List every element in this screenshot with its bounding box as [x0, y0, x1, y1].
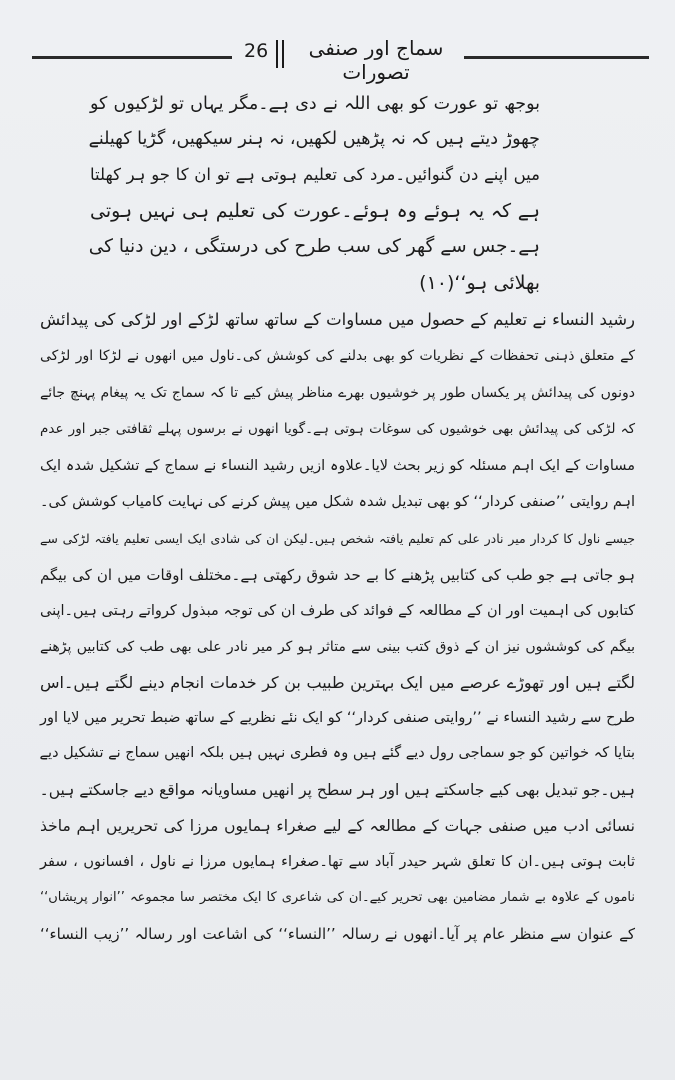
paragraph-line: کے متعلق ذہنی تحفظات کے نظریات کو بھی بدلنے کی کوشش کی۔ناول میں انھوں نے لڑکا اور لڑکی — [40, 348, 635, 364]
paragraph-line: ہیں۔جو تبدیل بھی کیے جاسکتے ہیں اور ہر سطح پر انھیں مساویانہ مواقع دیے جاسکتے ہیں۔ — [39, 781, 635, 799]
paragraph-line: مساوات کے ایک اہم مسئلہ کو زیر بحث لایا۔علاوہ ازیں رشید النساء نے سماج کے تشکیل شدہ ایک — [40, 458, 635, 474]
page-header — [22, 34, 657, 84]
paragraph-line: کے عنوان سے منظر عام پر آیا۔انھوں نے رسالہ ’’النساء‘‘ کی اشاعت اور رسالہ ’’زیب النساء‘‘ — [40, 925, 635, 943]
paragraph-line: اہم روایتی ’’صنفی کردار‘‘ کو بھی تبدیل شدہ شکل میں پیش کرنے کی نہایت کامیاب کوشش کی۔ — [40, 494, 635, 510]
paragraph-line: ناموں کے علاوہ بے شمار مضامین بھی تحریر کیے۔ان کی شاعری کا ایک مختصر سا مجموعہ ’’انوار پریشاں‘‘ — [40, 890, 635, 905]
paragraph-line: رشید النساء نے تعلیم کے حصول میں مساوات کے ساتھ ساتھ لڑکے اور لڑکی کی پیدائش — [40, 310, 635, 329]
header-divider — [282, 40, 284, 68]
paragraph-line: کہ لڑکی کی پیدائش بھی خوشیوں کی سوغات ہوتی ہے۔گویا انھوں نے برسوں پہلے ثقافتی جبر اور عدم — [40, 421, 635, 437]
header-divider — [276, 40, 278, 68]
paragraph-line: طرح سے رشید النساء نے ’’روایتی صنفی کردار‘‘ کو ایک نئے نظریے کے ساتھ ضبط تحریر میں لایا اور — [40, 710, 635, 726]
paragraph-line: ثابت ہوتی ہیں۔ان کا تعلق شہر حیدر آباد سے تھا۔صغراء ہمایوں مرزا نے ناول ، افسانوں ، سفر — [40, 854, 635, 870]
quote-line: چھوڑ دیتے ہیں کہ نہ پڑھیں لکھیں، نہ ہنر سیکھیں، گڑیا کھیلنے — [88, 129, 540, 149]
quote-line: ہے۔جس سے گھر کی سب طرح کی درستگی ، دین دنیا کی — [88, 236, 540, 257]
paragraph-line: کتابوں کی اہمیت اور ان کے مطالعہ کے فوائد کی طرف ان کی توجہ مبذول کرواتے رہتی ہیں۔اپنی — [40, 603, 635, 619]
quote-line: بھلائی ہو‘‘(۱۰) — [419, 272, 540, 294]
page-number: 26 — [244, 40, 269, 62]
paragraph-line: نسائی ادب میں صنفی جہات کے مطالعہ کے لیے صغراء ہمایوں مرزا کی تحریریں اہم ماخذ — [40, 817, 635, 835]
paragraph-line: بیگم کی کوششوں نیز ان کے ذوق کتب بینی سے متاثر ہو کر میر نادر علی بھی طب کی کتابیں پڑھنے — [40, 639, 635, 655]
quote-line: بوجھ تو عورت کو بھی اللہ نے دی ہے۔مگر یہاں تو لڑکیوں کو — [90, 94, 540, 114]
paragraph-line: بتایا کہ خواتین کو جو سماجی رول دیے گئے ہیں وہ فطری نہیں ہیں بلکہ انھیں سماج نے تشکیل دیے — [39, 745, 635, 761]
header-rule-left — [32, 56, 232, 59]
paragraph-line: جیسے ناول کا کردار میر نادر علی کم تعلیم یافتہ شخص ہیں۔لیکن ان کی شادی ایک ایسی تعلیم یافتہ لڑکی سے — [40, 531, 635, 546]
header-rule-right — [464, 56, 649, 59]
running-title: سماج اور صنفی تصورات — [308, 36, 444, 84]
quote-line: ہے کہ یہ ہوئے وہ ہوئے۔عورت کی تعلیم ہی نہیں ہوتی — [90, 200, 540, 222]
quote-line: میں اپنے دن گنوائیں۔مرد کی تعلیم ہوتی ہے تو ان کا جو ہر کھلتا — [90, 165, 540, 184]
paragraph-line: لگتے ہیں اور تھوڑے عرصے میں ایک بہترین طبیب بن کر خدمات انجام دینے لگتے ہیں۔اس — [40, 673, 635, 692]
paragraph-line: ہو جاتی ہے جو طب کی کتابیں پڑھنے کا بے حد شوق رکھتی ہے۔مختلف اوقات میں ان کی بیگم — [40, 566, 635, 584]
paragraph-line: دونوں کی پیدائش پر یکساں طور پر خوشیوں بھرے مناظر پیش کیے تا کہ سماج تک یہ پیغام پہنچ جائے — [40, 385, 635, 401]
